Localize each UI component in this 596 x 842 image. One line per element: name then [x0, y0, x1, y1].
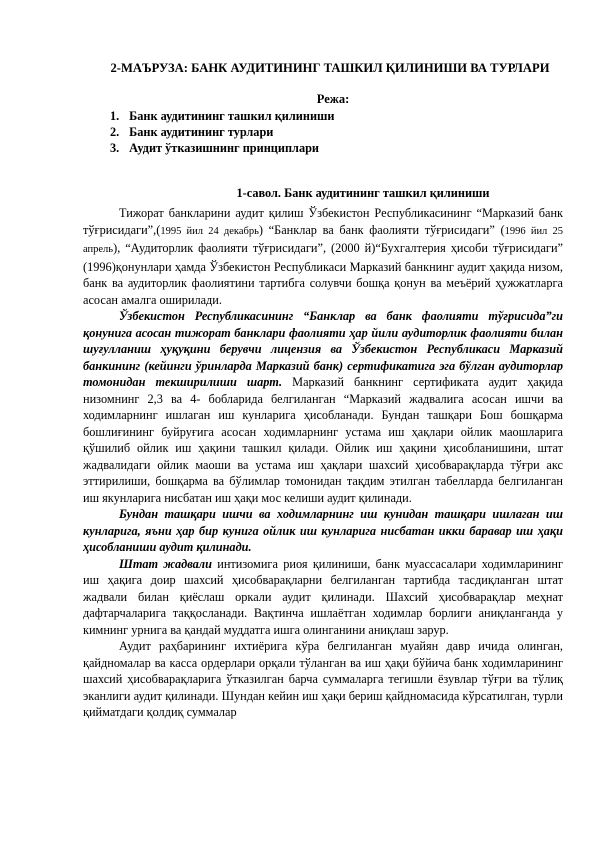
- body-text: [83, 205, 563, 721]
- plan-heading: Режа:: [316, 92, 350, 106]
- plan-list: [110, 108, 335, 156]
- plan-item: 1. Банк аудитининг ташкил қилиниши: [110, 109, 335, 123]
- paragraph-2: Ўзбекистон Республикасининг “Банклар ва банк фаолияти тўғрисида”ги қонунига асосан тижорат банклари фаолияти ҳар йили аудиторлик фаолияти билан шуғулланиш ҳуқуқини берувчи лицензия ва Ўзбекистон Республикаси Марказий банкининг (кейинги ўринларда Марказий банк) сертификатига эга бўлган аудиторлар томонидан текширилиши шарт. Марказий банкнинг сертификата аудит ҳақида низомнинг 2,3 ва 4- бобларида белгиланган “Марказий жадвалига асосан ишчи ва ходимларнинг ишлаган иш кунларига ҳисобланади. Бундан ташқари Бош бошқарма бошлиғининг буйруғига асосан ходимларнинг устама иш ҳақлари ойлик маошларига қўшилиб ойлик иш ҳақини ташкил қилади. Ойлик иш ҳақини ҳисобланишини, штат жадвалидаги ойлик маоши ва устама иш ҳақлари шахсий ҳисобварақларда тўғри акс эттирилиши, бошқарма ва бўлимлар томонидан тақдим этилган табелларда белгиланган иш якунларига нисбатан иш ҳақи мос келиши аудит қилинади.: [83, 309, 563, 505]
- lecture-title: 2-МАЪРУЗА: БАНК АУДИТИНИНГ ТАШКИЛ ҚИЛИНИШИ ВА ТУРЛАРИ: [110, 61, 550, 75]
- section-heading: 1-савол. Банк аудитининг ташкил қилиниши: [236, 186, 490, 200]
- plan-item: 2. Банк аудитининг турлари: [110, 125, 274, 139]
- paragraph-1: Тижорат банкларини аудит қилиш Ўзбекистон Республикасининг “Марказий банк тўғрисидаги”,(1995 йил 24 декабрь) “Банклар ва банк фаолияти тўғрисидаги” (1996 йил 25 апрель), “Аудиторлик фаолияти тўғрисидаги”, (2000 й)“Бухгалтерия ҳисоби тўғрисидаги” (1996)қонунлари ҳамда Ўзбекистон Республикаси Марказий банкнинг аудит ҳақида низом, банк ва аудиторлик фаолиятини тартибга солувчи бошқа қонун ва меъёрий ҳужжатларга асосан амалга оширилади.: [83, 206, 564, 307]
- paragraph-3: Бундан ташқари ишчи ва ходимларнинг иш кунидан ташқари ишлаган иш кунларига, яъни ҳар бир кунига ойлик иш кунларига нисбатан икки баравар иш ҳақи ҳисобланиши аудит қилинади.: [83, 507, 563, 554]
- paragraph-5: Аудит раҳбарининг ихтиёрига кўра белгиланган муайян давр ичида олинган, қайдномалар ва касса ордерлари орқали тўланган ва иш ҳақи бўйича банк ходимларининг шахсий ҳисобварақларига ўтказилган барча суммаларга тегишли ёзувлар тўғри ва тўлиқ эканлиги аудит қилинади. Шундан кейин иш ҳақи бериш қайдномасида кўрсатилган, турли қийматдаги қолдиқ суммалар: [83, 639, 563, 719]
- paragraph-4: Штат жадвали интизомига риоя қилиниши, банк муассасалари ходимларининг иш ҳақига доир шахсий ҳисобварақларни белгиланган тартибда тасдиқланган штат жадвали билан қиёслаш оркали аудит қилинади. Шахсий ҳисобварақлар меҳнат дафтарчаларига таққосланади. Вақтинча ишлаётган ходимлар борлиги аниқланганда у кимнинг урнига ва қандай муддатга ишга олинганини аниқлаш зарур.: [83, 556, 564, 637]
- plan-item: 3. Аудит ўтказишнинг принциплари: [110, 141, 320, 155]
